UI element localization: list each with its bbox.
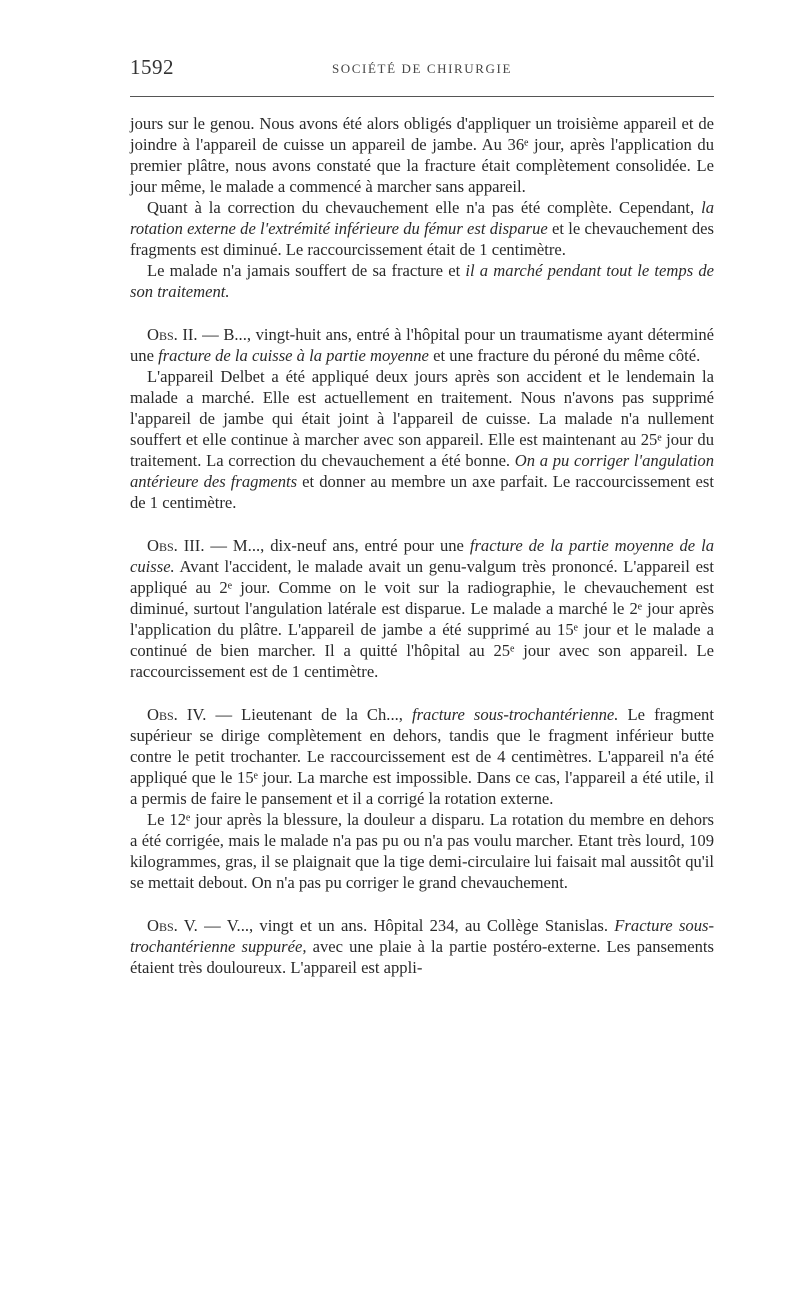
observation-label: Obs. II. xyxy=(147,325,198,344)
observation-label: Obs. III. xyxy=(147,536,205,555)
running-title: SOCIÉTÉ DE CHIRURGIE xyxy=(331,61,513,76)
header-rule xyxy=(130,96,714,97)
section-gap xyxy=(130,513,714,535)
section-gap xyxy=(130,302,714,324)
observation-2: Obs. II. — B..., vingt-huit ans, entré à l'hôpital pour un traumatisme ayant déterminé une fracture de la cuisse à la partie moyenne et une fracture du péroné du même côté. xyxy=(130,325,714,365)
observation-3: Obs. III. — M..., dix-neuf ans, entré pour une fracture de la partie moyenne de la cuisse. Avant l'accident, le malade avait un genu-valgum très prononcé. L'appareil est appliqué au 2ᵉ jour. Comme on le voit sur la radiographie, le chevauchement est diminué, surtout l'angulation latérale est disparue. Le malade a marché le 2ᵉ jour après l'application du plâtre. L'appareil de jambe a été supprimé au 15ᵉ jour et le malade a continué de bien marcher. Il a quitté l'hôpital au 25ᵉ jour avec son appareil. Le raccourcissement est de 1 centimètre. xyxy=(130,536,715,681)
page-number: 1592 xyxy=(130,55,174,79)
paragraph: L'appareil Delbet a été appliqué deux jours après son accident et le lendemain la malade a marché. Elle est actuellement en traitement. Nous n'avons pas supprimé l'appareil de jambe qui était joint à l'appareil de cuisse. La malade n'a nullement souffert et elle continue à marcher avec son appareil. Elle est maintenant au 25ᵉ jour du traitement. La correction du chevauchement a été bonne. On a pu corriger l'angulation antérieure des fragments et donner au membre un axe parfait. Le raccourcissement est de 1 centimètre. xyxy=(130,367,715,512)
paragraph: Le 12ᵉ jour après la blessure, la douleur a disparu. La rotation du membre en dehors a été corrigée, mais le malade n'a pas pu ou n'a pas voulu marcher. Etant très lourd, 109 kilogrammes, gras, il se plaignait que la tige demi-circulaire lui faisait mal aussitôt qu'il se mettait debout. On n'a pas pu corriger le grand chevauchement. xyxy=(130,810,714,892)
page-header xyxy=(130,55,714,85)
observation-4: Obs. IV. — Lieutenant de la Ch..., fracture sous-trochantérienne. Le fragment supérieur se dirige complètement en dehors, tandis que le fragment inférieur butte contre le petit trochanter. Le raccourcissement est de 4 centimètres. L'appareil n'a été appliqué que le 15ᵉ jour. La marche est impossible. Dans ce cas, l'appareil a été utile, il a permis de faire le pansement et il a corrigé la rotation externe. xyxy=(130,705,714,808)
paragraph-continued: jours sur le genou. Nous avons été alors obligés d'appliquer un troisième appareil et de joindre à l'appareil de cuisse un appareil de jambe. Au 36ᵉ jour, après l'application du premier plâtre, nous avons constaté que la fracture était complètement consolidée. Le jour même, le malade a commencé à marcher sans appareil. xyxy=(130,114,714,196)
section-gap xyxy=(130,893,714,915)
observation-label: Obs. IV. xyxy=(147,705,207,724)
observation-5: Obs. V. — V..., vingt et un ans. Hôpital 234, au Collège Stanislas. Fracture sous-trochantérienne suppurée, avec une plaie à la partie postéro-externe. Les pansements étaient très douloureux. L'appareil est appli- xyxy=(130,916,714,977)
paragraph: Le malade n'a jamais souffert de sa fracture et il a marché pendant tout le temps de son traitement. xyxy=(130,261,714,301)
paragraph: Quant à la correction du chevauchement elle n'a pas été complète. Cependant, la rotation externe de l'extrémité inférieure du fémur est disparue et le chevauchement des fragments est diminué. Le raccourcissement était de 1 centimètre. xyxy=(130,198,714,259)
body-text xyxy=(130,113,714,978)
observation-label: Obs. V. xyxy=(147,916,198,935)
section-gap xyxy=(130,682,714,704)
